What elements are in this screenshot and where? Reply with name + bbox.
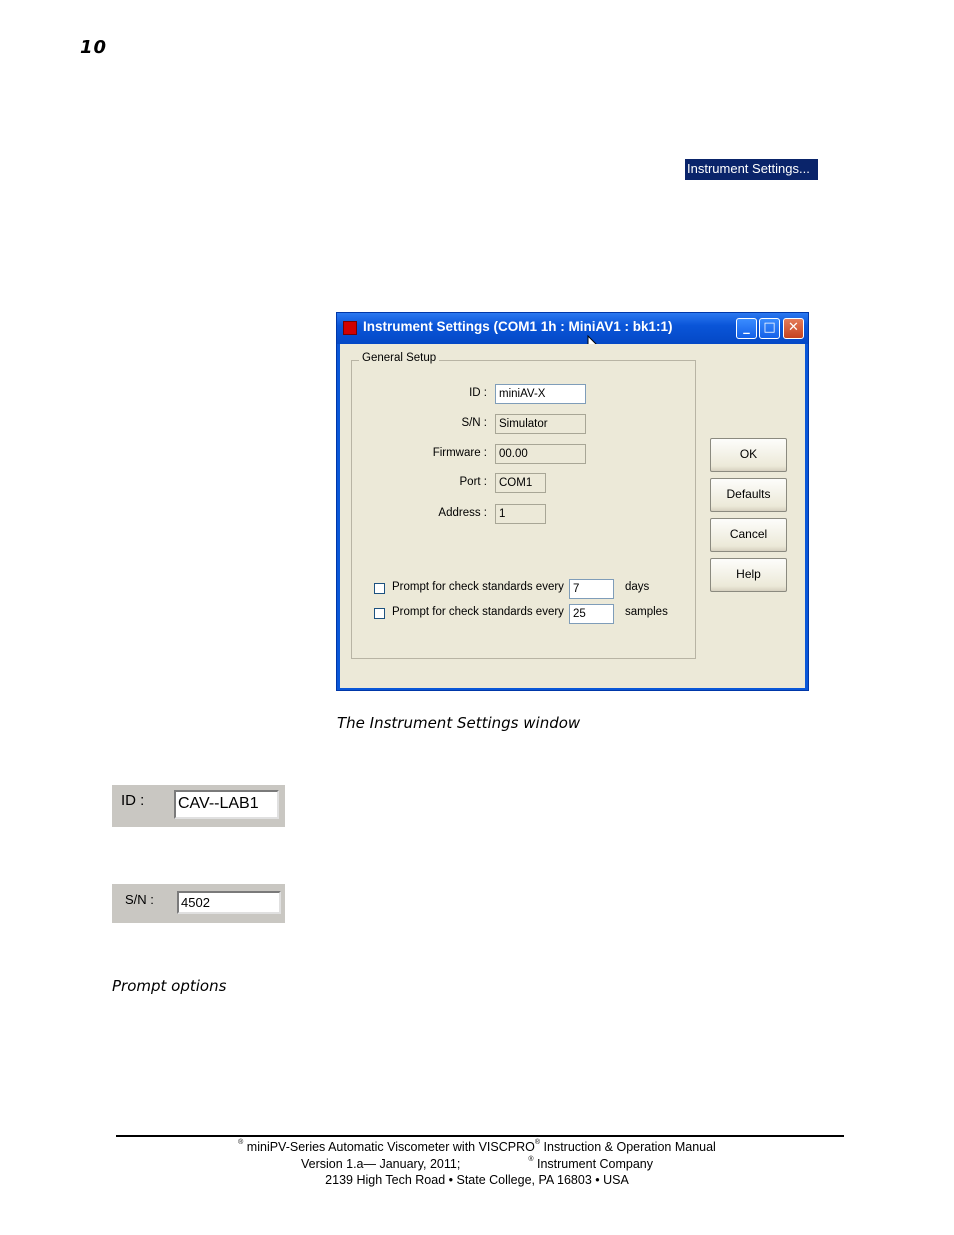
close-button[interactable] <box>783 318 804 339</box>
sn-snippet-input: 4502 <box>177 891 281 914</box>
port-field: COM1 <box>495 473 546 493</box>
address-label: Address : <box>438 507 487 519</box>
maximize-button[interactable] <box>759 318 780 339</box>
firmware-label: Firmware : <box>432 447 487 459</box>
prompt-samples-input[interactable]: 25 <box>569 604 614 624</box>
minimize-button[interactable] <box>736 318 757 339</box>
prompt-days-unit: days <box>625 581 650 593</box>
minimize-icon: _ <box>743 320 750 335</box>
firmware-field: 00.00 <box>495 444 586 464</box>
sn-label: S/N : <box>461 417 487 429</box>
sn-snippet-label: S/N : <box>125 892 154 907</box>
prompt-samples-unit: samples <box>625 606 668 618</box>
prompt-options-caption: Prompt options <box>112 977 227 995</box>
maximize-icon: □ <box>763 320 776 335</box>
id-snippet-input: CAV--LAB1 <box>174 790 279 819</box>
id-snippet-label: ID : <box>121 792 145 809</box>
instrument-settings-menu-item[interactable]: Instrument Settings... <box>685 159 818 180</box>
footer-line-3: 2139 High Tech Road • State College, PA 16803 • USA <box>325 1173 629 1187</box>
close-icon: ✕ <box>788 320 799 335</box>
prompt-samples-label: Prompt for check standards every <box>392 606 564 618</box>
prompt-days-input[interactable]: 7 <box>569 579 614 599</box>
port-label: Port : <box>459 476 487 488</box>
general-setup-label: General Setup <box>359 352 439 364</box>
dialog-title: Instrument Settings (COM1 1h : MiniAV1 : bk1:1) <box>363 319 673 334</box>
sn-field: Simulator <box>495 414 586 434</box>
prompt-days-checkbox[interactable] <box>374 583 385 594</box>
id-input[interactable]: miniAV-X <box>495 384 586 404</box>
cancel-button[interactable]: Cancel <box>710 518 787 552</box>
help-button[interactable]: Help <box>710 558 787 592</box>
sn-snippet <box>112 884 285 923</box>
prompt-samples-checkbox[interactable] <box>374 608 385 619</box>
ok-button[interactable]: OK <box>710 438 787 472</box>
footer-line-2: Version 1.a— January, 2011; ® Instrument Company <box>300 1156 654 1171</box>
dialog-titlebar[interactable] <box>337 313 808 344</box>
instrument-settings-dialog <box>336 312 809 691</box>
footer-rule <box>116 1135 844 1137</box>
footer-line-1: ® miniPV-Series Automatic Viscometer with VISCPRO® Instruction & Operation Manual <box>238 1139 716 1154</box>
dialog-client-area <box>340 344 805 688</box>
window-caption: The Instrument Settings window <box>337 714 581 732</box>
id-snippet <box>112 785 285 827</box>
prompt-days-label: Prompt for check standards every <box>392 581 564 593</box>
id-label: ID : <box>469 387 487 399</box>
app-icon <box>343 321 357 335</box>
defaults-button[interactable]: Defaults <box>710 478 787 512</box>
page-number: 10 <box>80 37 108 58</box>
address-field: 1 <box>495 504 546 524</box>
